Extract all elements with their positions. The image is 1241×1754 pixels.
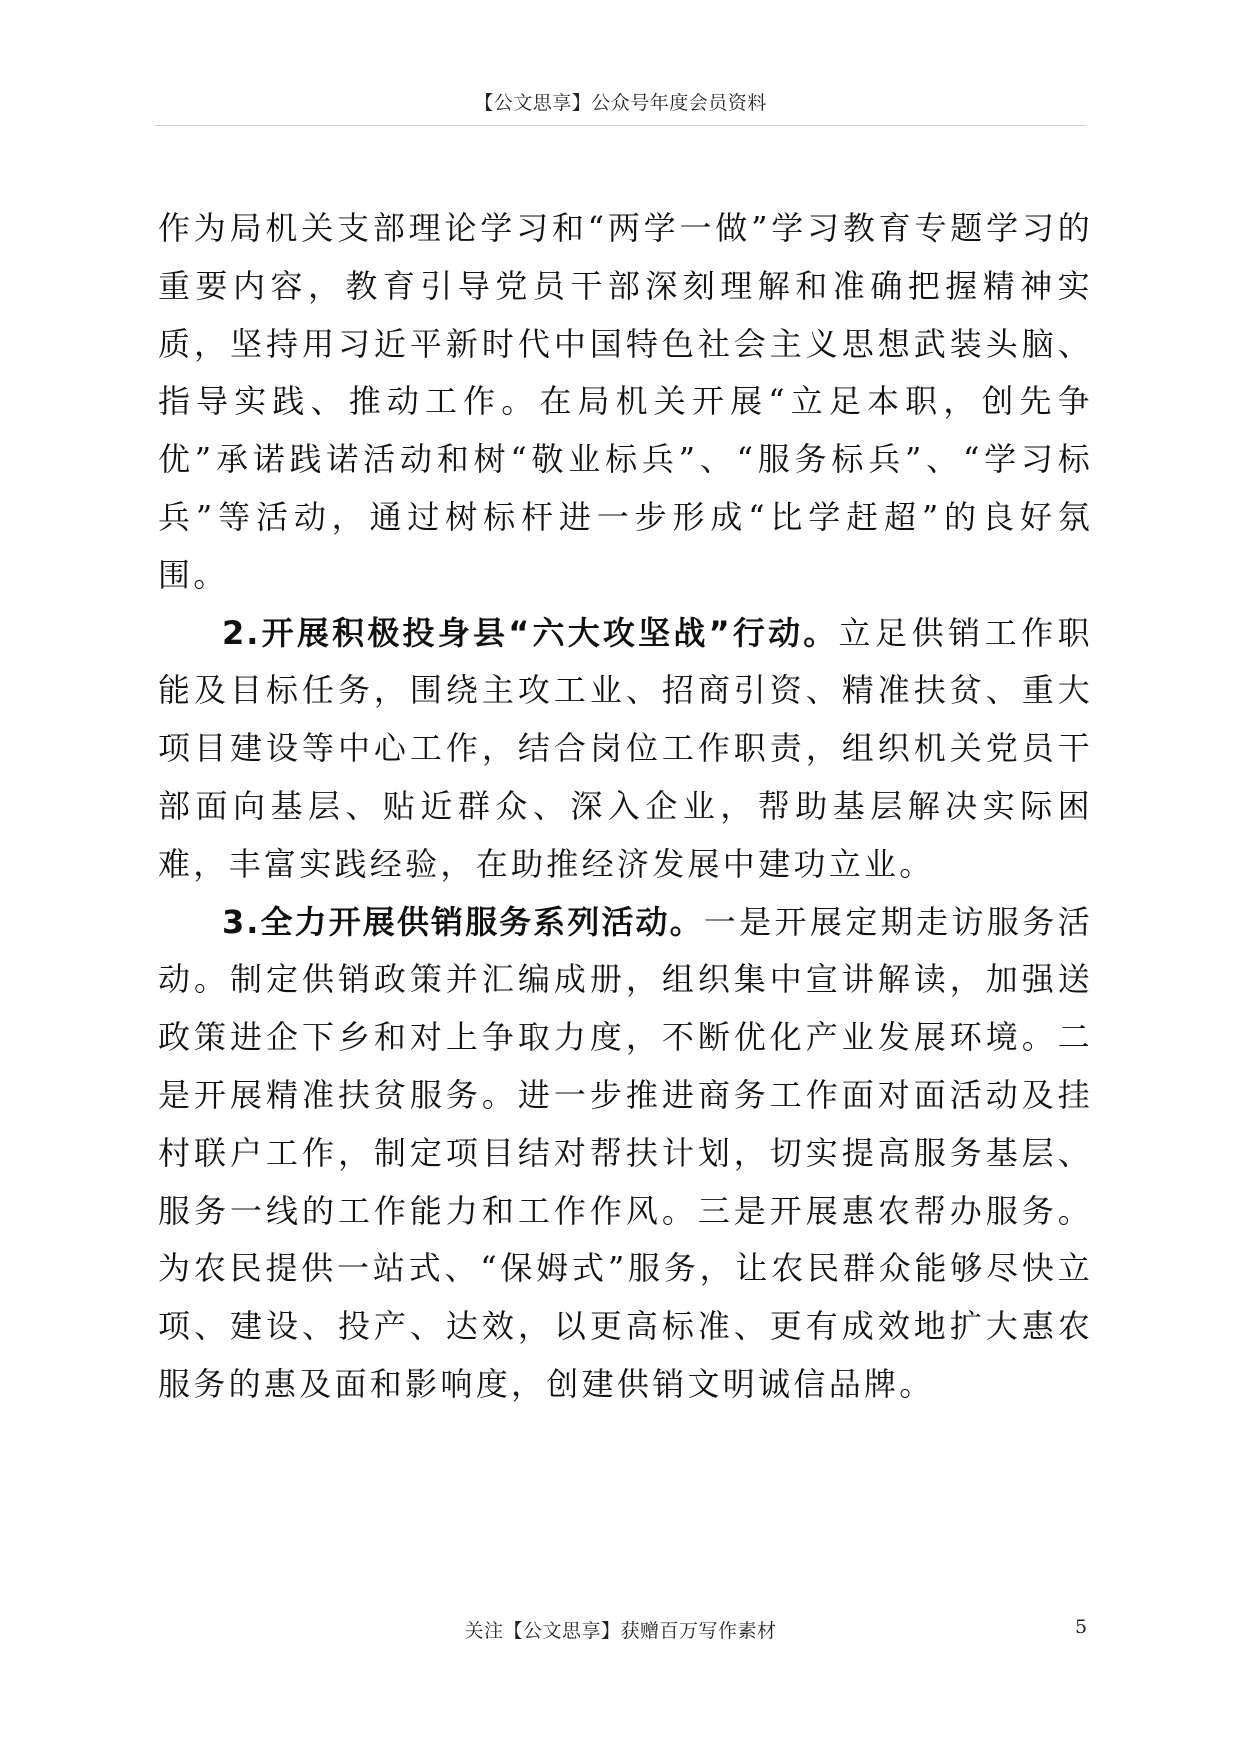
paragraph-2 (158, 605, 1093, 894)
paragraph-3-heading: 3.全力开展供销服务系列活动。 (222, 902, 704, 941)
paragraph-3 (158, 894, 1093, 1414)
page-footer: 关注【公文思享】获赠百万写作素材 (464, 1620, 777, 1642)
header-divider (155, 125, 1086, 126)
page-header: 【公文思享】公众号年度会员资料 (474, 92, 767, 114)
paragraph-2-text: 立足供销工作职能及目标任务，围绕主攻工业、招商引资、精准扶贫、重大项目建设等中心工作，结合岗位工作职责，组织机关党员干部面向基层、贴近群众、深入企业，帮助基层解决实际困难，丰富实践经验，在助推经济发展中建功立业。 (158, 613, 1093, 883)
page-number: 5 (1075, 1616, 1088, 1638)
paragraph-1: 作为局机关支部理论学习和“两学一做”学习教育专题学习的重要内容，教育引导党员干部深刻理解和准确把握精神实质，坚持用习近平新时代中国特色社会主义思想武装头脑、指导实践、推动工作。在局机关开展“立足本职，创先争优”承诺践诺活动和树“敬业标兵”、“服务标兵”、“学习标兵”等活动，通过树标杆进一步形成“比学赶超”的良好氛围。 (158, 209, 1093, 594)
paragraph-3-text: 一是开展定期走访服务活动。制定供销政策并汇编成册，组织集中宣讲解读，加强送政策进企下乡和对上争取力度，不断优化产业发展环境。二是开展精准扶贫服务。进一步推进商务工作面对面活动及挂村联户工作，制定项目结对帮扶计划，切实提高服务基层、服务一线的工作能力和工作作风。三是开展惠农帮办服务。为农民提供一站式、“保姆式”服务，让农民群众能够尽快立项、建设、投产、达效，以更高标准、更有成效地扩大惠农服务的惠及面和影响度，创建供销文明诚信品牌。 (158, 902, 1093, 1403)
document-body (158, 200, 1093, 1414)
paragraph-2-heading: 2.开展积极投身县“六大攻坚战”行动。 (222, 613, 839, 652)
